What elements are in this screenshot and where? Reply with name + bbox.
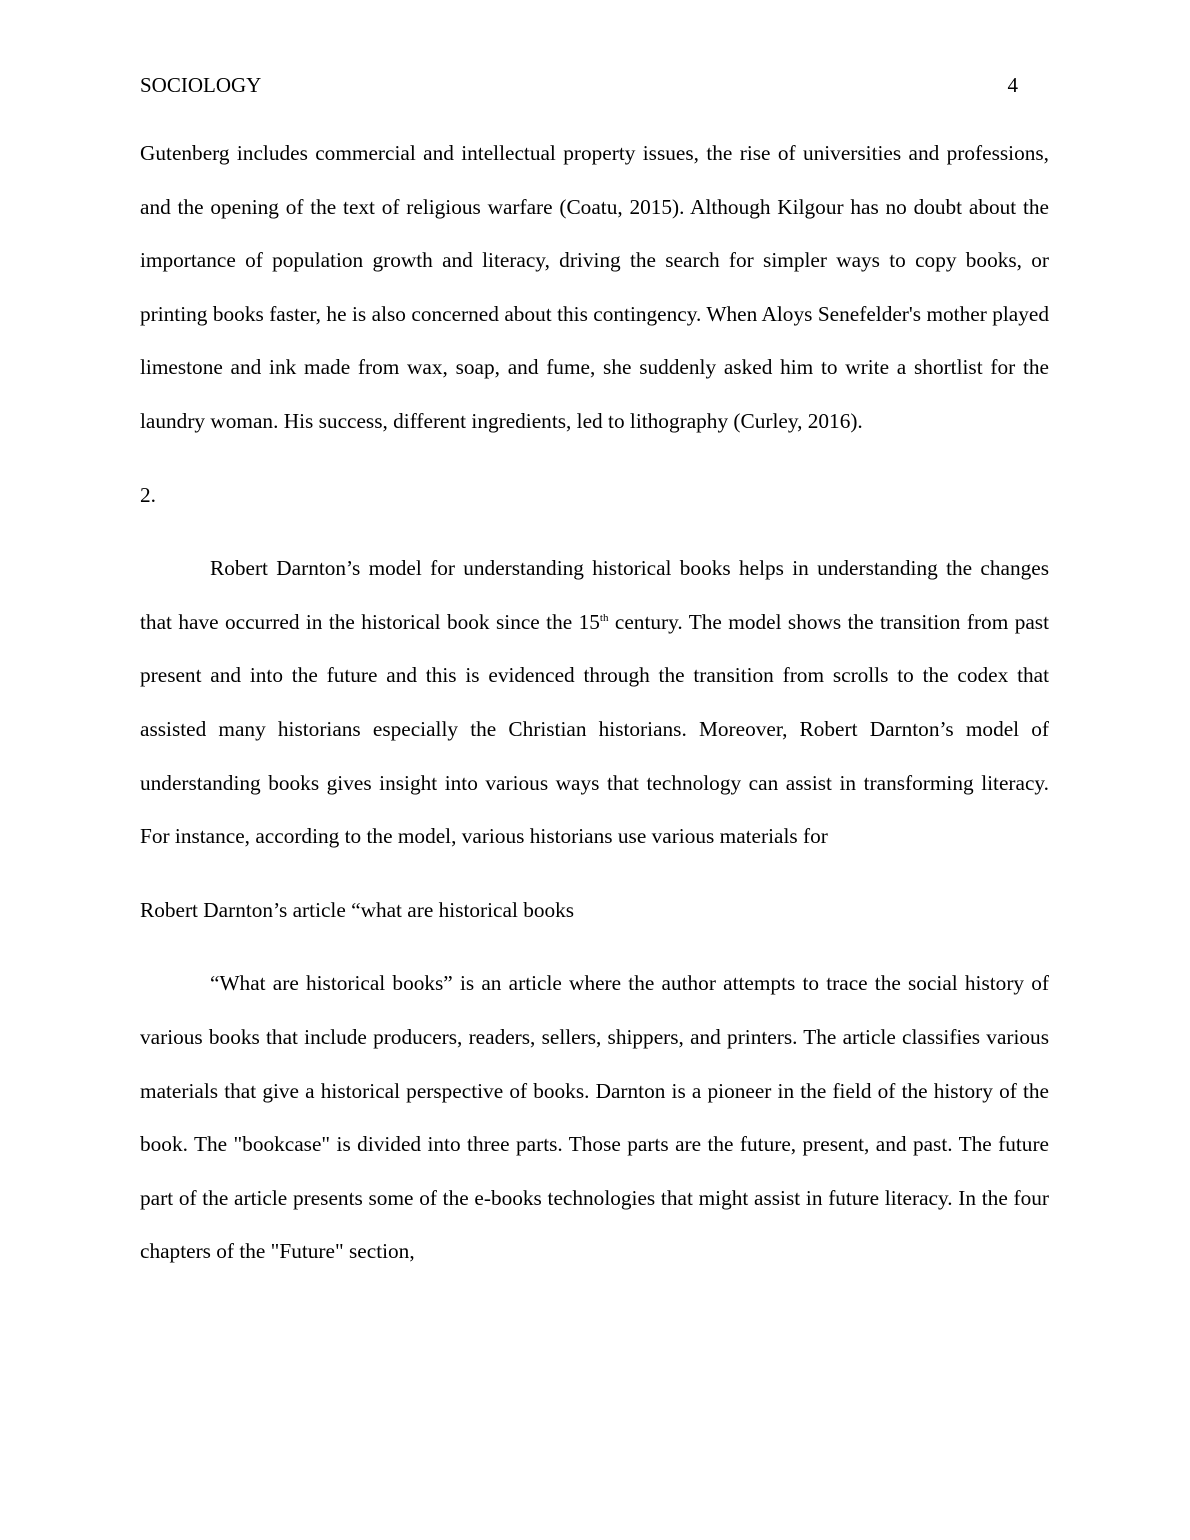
paragraph-darnton-model — [140, 542, 1049, 864]
paragraph-text: Robert Darnton’s model for understanding historical books helps in understanding the changes that have occurred in the historical book since the 15 — [140, 556, 1049, 634]
spacer — [140, 864, 1049, 884]
section-number: 2. — [140, 482, 156, 507]
spacer — [140, 522, 1049, 542]
document-body — [140, 127, 1049, 1279]
paragraph-historical-books: “What are historical books” is an article where the author attempts to trace the social history of various books that include producers, readers, sellers, shippers, and printers. The article classifies various materials that give a historical perspective of books. Darnton is a pioneer in the field of the history of the book. The "bookcase" is divided into three parts. Those parts are the future, present, and past. The future part of the article presents some of the e-books technologies that might assist in future literacy. In the four chapters of the "Future" section, — [140, 971, 1049, 1264]
spacer — [140, 449, 1049, 469]
page-header — [140, 70, 1018, 100]
subheading: Robert Darnton’s article “what are historical books — [140, 897, 575, 922]
spacer — [140, 937, 1049, 957]
running-head: SOCIOLOGY — [140, 73, 262, 97]
paragraph-gutenberg: Gutenberg includes commercial and intellectual property issues, the rise of universities and professions, and the opening of the text of religious warfare (Coatu, 2015). Although Kilgour has no doubt about the importance of population growth and literacy, driving the search for simpler ways to copy books, or printing books faster, he is also concerned about this contingency. When Aloys Senefelder's mother played limestone and ink made from wax, soap, and fume, she suddenly asked him to write a shortlist for the laundry woman. His success, different ingredients, led to lithography (Curley, 2016). — [140, 141, 1049, 433]
paragraph-text: century. The model shows the transition from past present and into the future and this is evidenced through the transition from scrolls to the codex that assisted many historians especially the Christian historians. Moreover, Robert Darnton’s model of understanding books gives insight into various ways that technology can assist in transforming literacy. For instance, according to the model, various historians use various materials for — [140, 609, 1049, 849]
page-number: 4 — [1007, 73, 1018, 97]
superscript-ordinal: th — [599, 611, 609, 624]
